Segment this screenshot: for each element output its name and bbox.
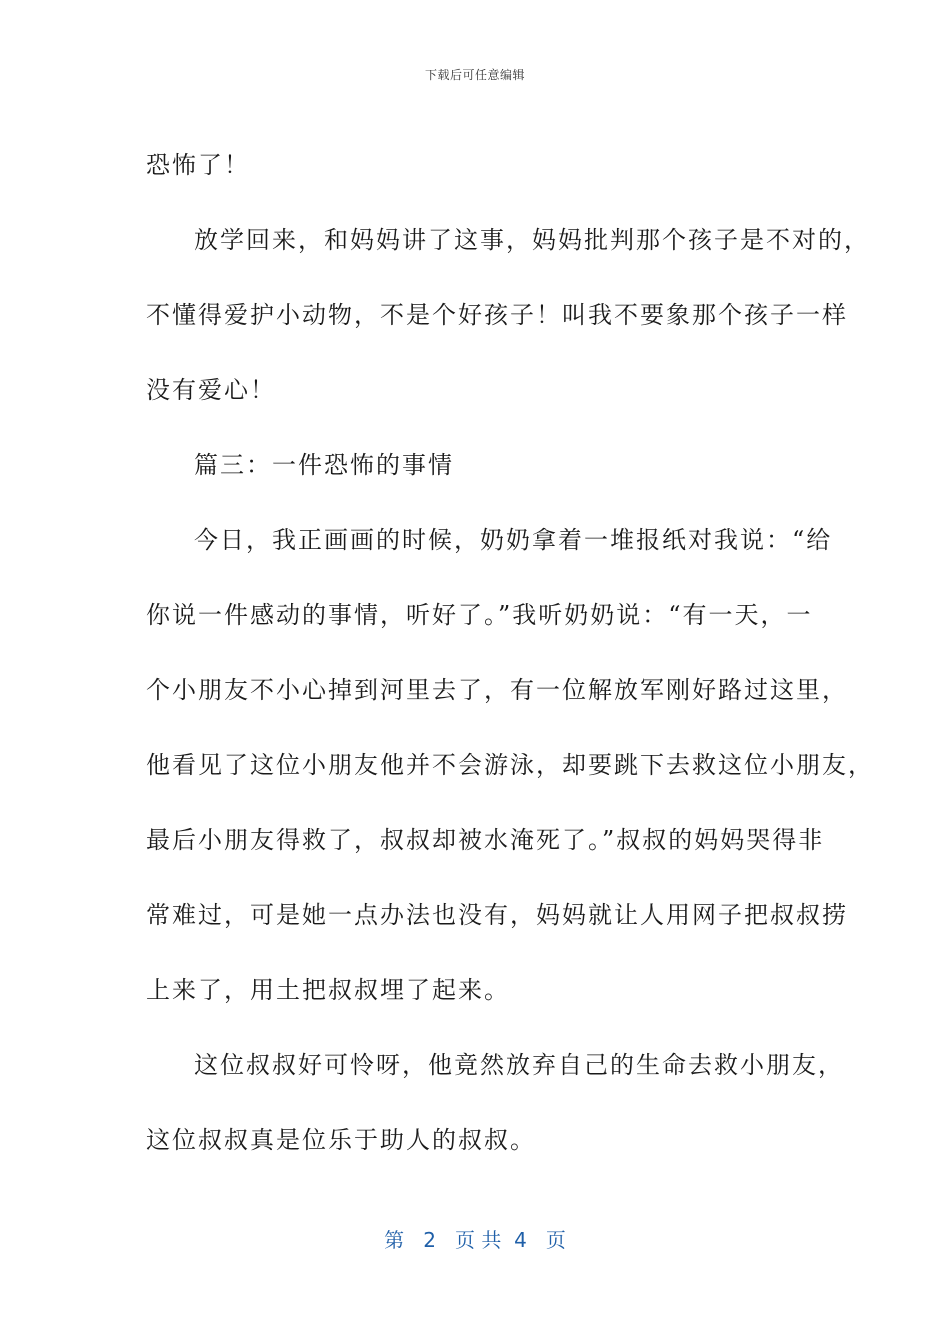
text-line: 常难过，可是她一点办法也没有，妈妈就让人用网子把叔叔捞 — [146, 901, 848, 929]
paragraph-3 — [146, 503, 874, 1028]
paragraph-2 — [146, 203, 870, 428]
text-line: 放学回来，和妈妈讲了这事，妈妈批判那个孩子是不对的， — [194, 226, 870, 254]
text-line: 个小朋友不小心掉到河里去了，有一位解放军刚好路过这里， — [146, 676, 848, 704]
page-footer — [0, 1224, 950, 1253]
text-line: 今日，我正画画的时候，奶奶拿着一堆报纸对我说：“给 — [194, 526, 833, 554]
footer-of-label: 页 共 — [455, 1228, 502, 1252]
total-pages-number: 4 — [514, 1228, 527, 1252]
text-line: 不懂得爱护小动物，不是个好孩子！叫我不要象那个孩子一样 — [146, 301, 848, 329]
text-line: 这位叔叔好可怜呀，他竟然放弃自己的生命去救小朋友， — [194, 1051, 844, 1079]
text-line: 没有爱心！ — [146, 376, 276, 404]
text-line: 上来了，用土把叔叔埋了起来。 — [146, 976, 510, 1004]
text-line: 你说一件感动的事情，听好了。”我听奶奶说：“有一天，一 — [146, 601, 813, 629]
footer-page-label: 第 — [384, 1228, 405, 1252]
paragraph-1 — [146, 128, 826, 203]
current-page-number: 2 — [423, 1228, 436, 1252]
paragraph-4 — [146, 1028, 844, 1178]
text-line: 篇三：一件恐怖的事情 — [194, 451, 454, 479]
footer-pages-label: 页 — [545, 1228, 566, 1252]
text-line: 恐怖了！ — [146, 151, 250, 179]
text-line: 这位叔叔真是位乐于助人的叔叔。 — [146, 1126, 536, 1154]
text-line: 最后小朋友得救了，叔叔却被水淹死了。”叔叔的妈妈哭得非 — [146, 826, 825, 854]
text-line: 他看见了这位小朋友他并不会游泳，却要跳下去救这位小朋友， — [146, 751, 874, 779]
section-heading — [146, 428, 826, 503]
document-body — [146, 128, 874, 1178]
page-header: 下载后可任意编辑 — [424, 68, 525, 82]
